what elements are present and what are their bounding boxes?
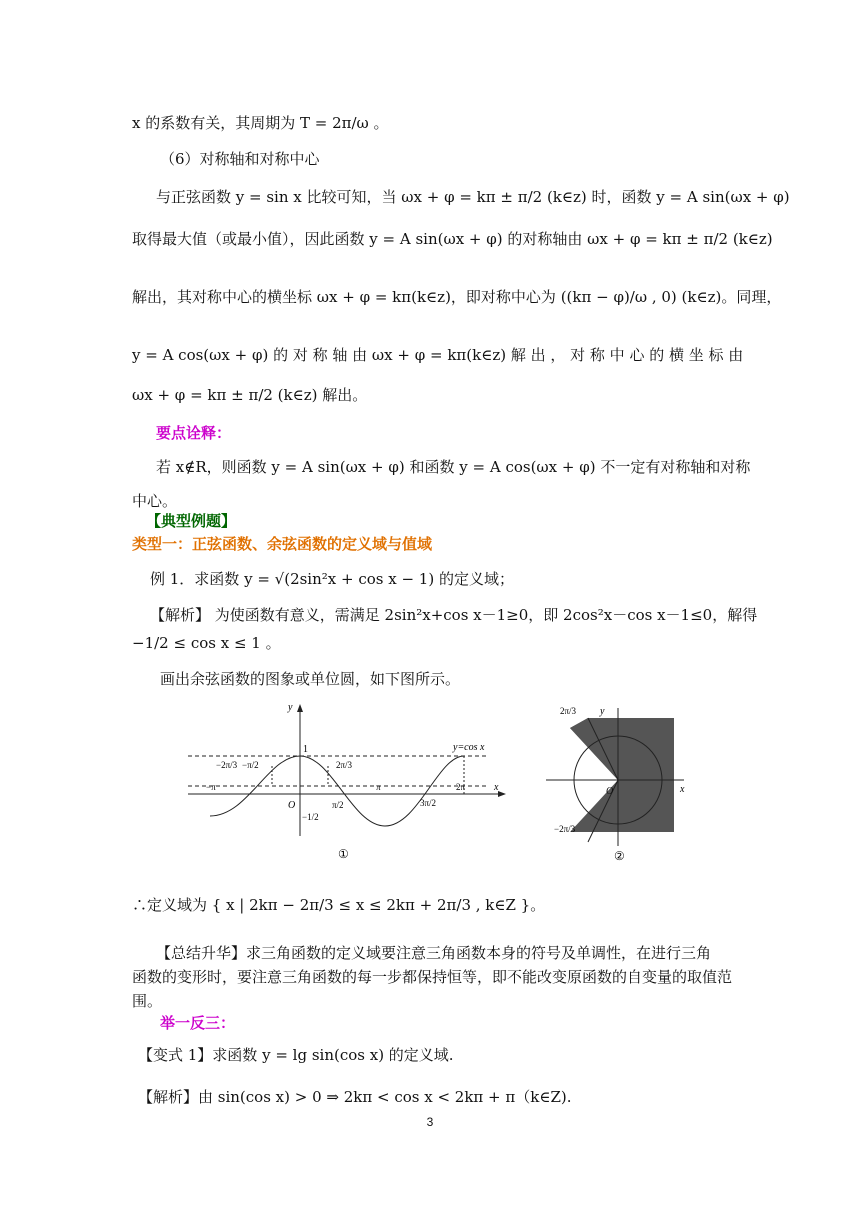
section-heading-symmetry: （6）对称轴和对称中心 (160, 150, 320, 168)
y-axis-label: y (288, 702, 293, 713)
curve-label: y=cos x (453, 742, 485, 753)
example-1-question: 例 1．求函数 y = √(2sin²x + cos x − 1) 的定义域； (150, 570, 514, 588)
label-neg-pi: −π (206, 782, 216, 792)
key-point-heading: 要点诠释： (156, 424, 232, 442)
text-line-4: 取得最大值（或最小值），因此函数 y = A sin(ωx + φ) 的对称轴由 ωx + φ = kπ ± π/2 (k∈z) (132, 230, 773, 248)
text-line-5: 解出，其对称中心的横坐标 ωx + φ = kπ(k∈z)，即对称中心为 ((kπ − φ)/ω , 0) (k∈z)。同理， (132, 288, 782, 306)
variant-1-question: 【变式 1】求函数 y = lg sin(cos x) 的定义域. (138, 1046, 454, 1064)
summary-line-2: 函数的变形时，要注意三角函数的每一步都保持恒等，即不能改变原函数的自变量的取值范 (132, 968, 733, 986)
label-pi: π (376, 782, 381, 792)
text-line-1: x 的系数有关，其周期为 T = 2π/ω 。 (132, 114, 389, 132)
type-one-heading: 类型一：正弦函数、余弦函数的定义域与值域 (132, 535, 433, 553)
label-neg-pi2: −π/2 (242, 760, 259, 770)
summary-line-3: 围。 (132, 992, 163, 1010)
figure-1-caption: ① (338, 847, 349, 861)
label-2pi3: 2π/3 (336, 760, 353, 770)
page-number: 3 (426, 1115, 434, 1129)
label-1: 1 (303, 744, 308, 755)
text-line-10: 中心。 (132, 492, 178, 510)
summary-line-1: 【总结升华】求三角函数的定义域要注意三角函数本身的符号及单调性，在进行三角 (156, 944, 712, 962)
x-axis-label: x (680, 784, 685, 795)
practice-heading: 举一反三： (160, 1014, 236, 1032)
label-3pi2: 3π/2 (420, 798, 437, 808)
label-neg-2pi3: −2π/3 (554, 824, 576, 834)
y-axis-label: y (600, 706, 605, 717)
variant-1-solution: 【解析】由 sin(cos x) > 0 ⇒ 2kπ < cos x < 2kπ + π（k∈Z). (138, 1088, 572, 1106)
origin-label: O (288, 800, 296, 811)
origin-label: O (606, 786, 614, 797)
examples-heading: 【典型例题】 (146, 512, 237, 530)
unit-circle-figure (540, 700, 690, 868)
x-axis-label: x (494, 782, 499, 793)
solution-line-2: −1/2 ≤ cos x ≤ 1 。 (132, 634, 281, 652)
solution-line-3: 画出余弦函数的图象或单位圆，如下图所示。 (160, 670, 461, 688)
label-2pi: 2π (456, 782, 466, 792)
label-2pi3: 2π/3 (560, 706, 577, 716)
text-line-7: ωx + φ = kπ ± π/2 (k∈z) 解出。 (132, 386, 368, 404)
figure-2-caption: ② (614, 849, 625, 863)
label-neg-2pi3: −2π/3 (216, 760, 238, 770)
label-neg-half: −1/2 (302, 812, 319, 822)
text-line-9: 若 x∉R，则函数 y = A sin(ωx + φ) 和函数 y = A cos(ωx + φ) 不一定有对称轴和对称 (156, 458, 751, 476)
text-line-6: y = A cos(ωx + φ) 的 对 称 轴 由 ωx + φ = kπ(k∈z) 解 出 ， 对 称 中 心 的 横 坐 标 由 (132, 346, 744, 364)
label-pi2: π/2 (332, 800, 344, 810)
domain-result: ∴定义域为 { x | 2kπ − 2π/3 ≤ x ≤ 2kπ + 2π/3 , k∈Z }。 (132, 896, 546, 914)
solution-line-1: 【解析】 为使函数有意义，需满足 2sin²x+cos x－1≥0，即 2cos²x－cos x－1≤0，解得 (150, 606, 758, 624)
text-line-3: 与正弦函数 y = sin x 比较可知，当 ωx + φ = kπ ± π/2 (k∈z) 时，函数 y = A sin(ωx + φ) (156, 188, 790, 206)
cosine-graph-figure (188, 698, 508, 866)
